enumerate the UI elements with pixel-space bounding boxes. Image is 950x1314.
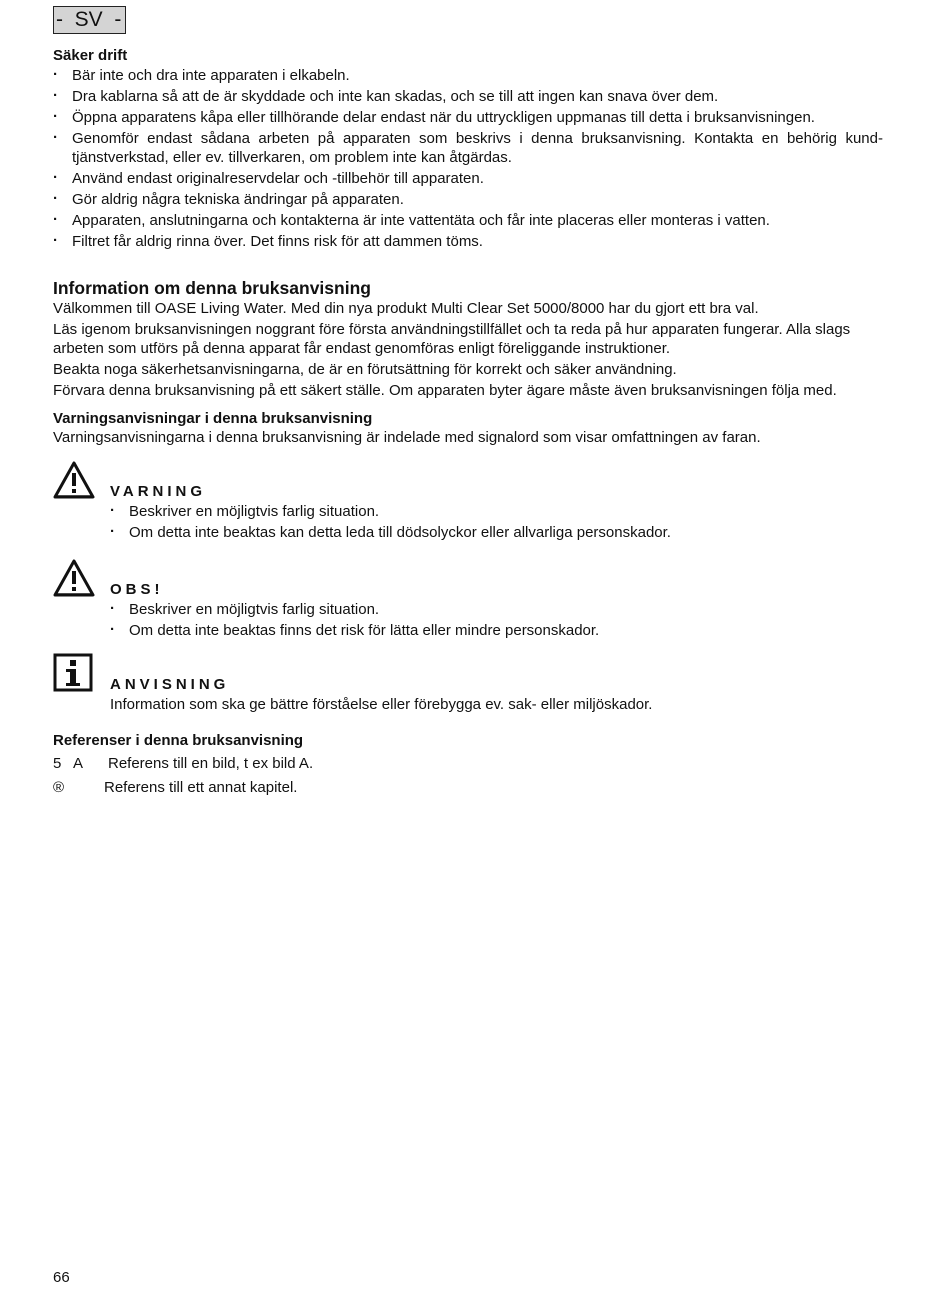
reference-row	[53, 754, 883, 773]
list-item: · Gör aldrig några tekniska ändringar på apparaten.	[53, 190, 883, 209]
info-paragraph: Läs igenom bruksanvisningen noggrant före första användningstillfället och ta reda på hur apparaten fungerar. Alla slags arbeten som utförs på denna apparat får endast genomföras enligt föreliggande instruktioner.	[53, 321, 851, 357]
references-section	[53, 730, 883, 797]
list-item: · Beskriver en möjligtvis farlig situation.	[110, 502, 883, 521]
list-item: · Använd endast originalreservdelar och -tillbehör till apparaten.	[53, 169, 883, 188]
warnings-heading: Varningsanvisningar i denna bruksanvisning	[53, 410, 373, 427]
warning-triangle-icon	[53, 558, 95, 598]
list-item: · Apparaten, anslutningarna och kontakterna är inte vattentäta och får inte placeras eller monteras i vatten.	[53, 211, 883, 230]
notice-list	[110, 502, 883, 542]
notice-varning	[53, 460, 883, 542]
references-heading: Referenser i denna bruksanvisning	[53, 732, 304, 749]
list-item: · Öppna apparatens kåpa eller tillhörande delar endast när du uttryckligen uppmanas till detta i bruksanvisningen.	[53, 108, 883, 127]
page-number: 66	[53, 1269, 70, 1286]
info-paragraph: Välkommen till OASE Living Water. Med din nya produkt Multi Clear Set 5000/8000 har du gjort ett bra val.	[53, 300, 759, 317]
notice-title: VARNING	[110, 483, 207, 500]
reference-symbol: ®	[53, 779, 65, 796]
warning-triangle-icon	[53, 460, 95, 500]
language-tag: - SV -	[53, 6, 126, 34]
document-page	[53, 6, 883, 802]
reference-row	[53, 778, 883, 797]
reference-text: Referens till ett annat kapitel.	[104, 779, 298, 796]
list-item: · Om detta inte beaktas kan detta leda till dödsolyckor eller allvarliga personskador.	[110, 523, 883, 542]
list-item: · Genomför endast sådana arbeten på apparaten som beskrivs i denna bruksanvisning. Kontakta en behörig kund-tjänstverkstad, eller ev. tillverkaren, om problem inte kan åtgärdas.	[53, 129, 883, 167]
info-paragraph: Beakta noga säkerhetsanvisningarna, de är en förutsättning för korrekt och säker användning.	[53, 361, 677, 378]
reference-text: Referens till en bild, t ex bild A.	[108, 755, 314, 772]
info-heading: Information om denna bruksanvisning	[53, 278, 371, 298]
list-item: · Beskriver en möjligtvis farlig situation.	[110, 600, 883, 619]
info-icon	[53, 653, 95, 693]
warnings-section	[53, 409, 883, 447]
notice-obs	[53, 558, 883, 640]
warnings-text: Varningsanvisningarna i denna bruksanvisning är indelade med signalord som visar omfattningen av faran.	[53, 429, 761, 446]
list-item: · Dra kablarna så att de är skyddade och inte kan skadas, och se till att ingen kan snava över dem.	[53, 87, 883, 106]
notice-anvisning	[53, 653, 883, 714]
safe-operation-list	[53, 66, 883, 251]
safe-operation-heading: Säker drift	[53, 47, 128, 64]
list-item: · Filtret får aldrig rinna över. Det finns risk för att dammen töms.	[53, 232, 883, 251]
notice-text: Information som ska ge bättre förståelse eller förebygga ev. sak- eller miljöskador.	[110, 696, 653, 713]
notice-title: ANVISNING	[110, 676, 230, 693]
list-item: · Bär inte och dra inte apparaten i elkabeln.	[53, 66, 883, 85]
list-item: · Om detta inte beaktas finns det risk för lätta eller mindre personskador.	[110, 621, 883, 640]
safe-operation-section	[53, 45, 883, 251]
notice-list	[110, 600, 883, 640]
notice-title: OBS!	[110, 581, 164, 598]
reference-symbol: 5 A	[53, 755, 84, 772]
info-section	[53, 277, 883, 400]
info-paragraph: Förvara denna bruksanvisning på ett säkert ställe. Om apparaten byter ägare måste även bruksanvisningen följa med.	[53, 382, 837, 399]
